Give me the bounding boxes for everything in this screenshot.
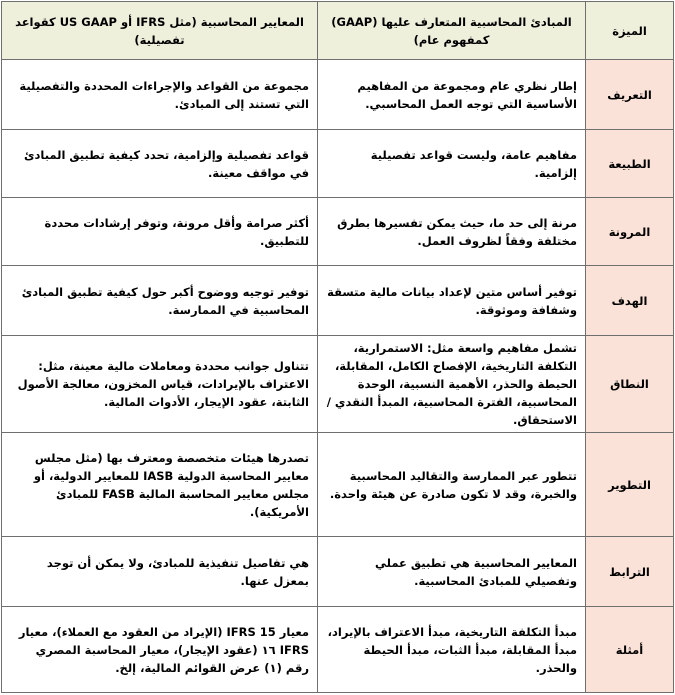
feature-cell: الطبيعة [586,130,674,198]
table-row [2,607,674,693]
standards-cell: أكثر صرامة وأقل مرونة، وتوفر إرشادات محددة للتطبيق. [2,198,318,266]
gaap-cell: مرنة إلى حد ما، حيث يمكن تفسيرها بطرق مختلفة وفقاً لظروف العمل. [318,198,586,266]
gaap-cell: مبدأ التكلفة التاريخية، مبدأ الاعتراف بالإيراد، مبدأ المقابلة، مبدأ الثبات، مبدأ الحيطة والحذر. [318,607,586,693]
standards-cell: تصدرها هيئات متخصصة ومعترف بها (مثل مجلس معايير المحاسبة الدولية IASB للمعايير الدولية، أو مجلس معايير المحاسبة المالية FASB للمبادئ الأمريكية). [2,433,318,537]
header-row [2,2,674,60]
standards-cell: مجموعة من القواعد والإجراءات المحددة والتفصيلية التي تستند إلى المبادئ. [2,60,318,130]
gaap-cell: إطار نظري عام ومجموعة من المفاهيم الأساسية التي توجه العمل المحاسبي. [318,60,586,130]
table-row [2,433,674,537]
gaap-cell: مفاهيم عامة، وليست قواعد تفصيلية إلزامية. [318,130,586,198]
table-row [2,130,674,198]
gaap-cell: تتطور عبر الممارسة والتقاليد المحاسبية والخبرة، وقد لا تكون صادرة عن هيئة واحدة. [318,433,586,537]
gaap-cell: تشمل مفاهيم واسعة مثل: الاستمرارية، التكلفة التاريخية، الإفصاح الكامل، المقابلة، الحيطة والحذر، الأهمية النسبية، الوحدة المحاسبية، الفترة المحاسبية، المبدأ النقدي / الاستحقاق. [318,336,586,433]
feature-cell: التطوير [586,433,674,537]
standards-cell: هي تفاصيل تنفيذية للمبادئ، ولا يمكن أن توجد بمعزل عنها. [2,537,318,607]
gaap-cell: المعايير المحاسبية هي تطبيق عملي وتفصيلي للمبادئ المحاسبية. [318,537,586,607]
comparison-table [1,1,674,693]
standards-cell: توفير توجيه ووضوح أكبر حول كيفية تطبيق المبادئ المحاسبية في الممارسة. [2,266,318,336]
table-row [2,336,674,433]
feature-cell: المرونة [586,198,674,266]
header-standards: المعايير المحاسبية (مثل IFRS أو US GAAP كقواعد تفصيلية) [2,2,318,60]
feature-cell: التعريف [586,60,674,130]
table-row [2,537,674,607]
standards-cell: تتناول جوانب محددة ومعاملات مالية معينة، مثل: الاعتراف بالإيرادات، قياس المخزون، معالجة الأصول الثابتة، عقود الإيجار، الأدوات المالية. [2,336,318,433]
standards-cell: معيار IFRS 15 (الإيراد من العقود مع العملاء)، معيار IFRS ١٦ (عقود الإيجار)، معيار المحاسبة المصري رقم (١) عرض القوائم المالية، إلخ. [2,607,318,693]
feature-cell: أمثلة [586,607,674,693]
standards-cell: قواعد تفصيلية وإلزامية، تحدد كيفية تطبيق المبادئ في مواقف معينة. [2,130,318,198]
table-row [2,60,674,130]
gaap-cell: توفير أساس متين لإعداد بيانات مالية متسقة وشفافة وموثوقة. [318,266,586,336]
header-feature: الميزة [586,2,674,60]
table-row [2,266,674,336]
header-gaap: المبادئ المحاسبية المتعارف عليها (GAAP) كمفهوم عام) [318,2,586,60]
feature-cell: الهدف [586,266,674,336]
feature-cell: النطاق [586,336,674,433]
feature-cell: الترابط [586,537,674,607]
table-row [2,198,674,266]
